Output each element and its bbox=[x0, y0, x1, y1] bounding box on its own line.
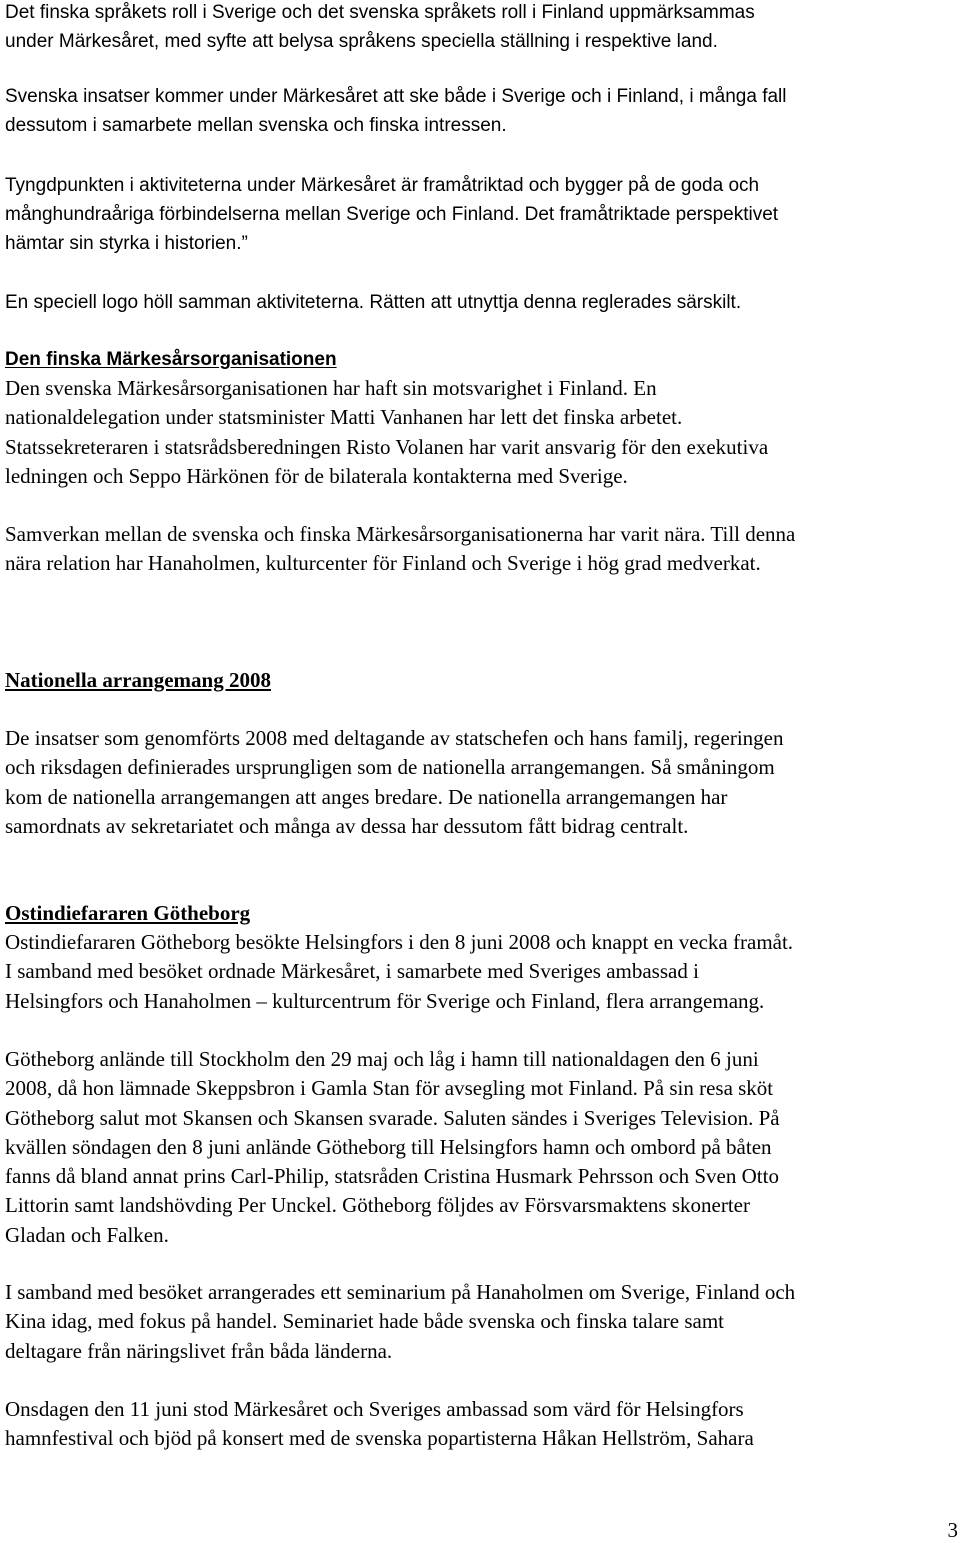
paragraph-onsdagen: Onsdagen den 11 juni stod Märkesåret och Sveriges ambassad som värd för Helsingfors hamnfestival och bjöd på konsert med de svenska popartisterna Håkan Hellström, Sahara bbox=[5, 1397, 754, 1451]
paragraph-logo: En speciell logo höll samman aktiviteterna. Rätten att utnyttja denna reglerades särskilt. bbox=[5, 292, 742, 313]
paragraph-gotheborg-anlande: Götheborg anlände till Stockholm den 29 maj och låg i hamn till nationaldagen den 6 juni 2008, då hon lämnade Skeppsbron i Gamla Stan för avsegling mot Finland. På sin resa sköt Götheborg salut mot Skansen och Skansen svarade. Saluten sändes i Sveriges Television. På kvällen söndagen den 8 juni anlände Götheborg till Helsingfors hamn och ombord på båten fanns då bland annat prins Carl-Philip, statsråden Cristina Husmark Pehrsson och Sven Otto Littorin samt landshövding Per Unckel. Götheborg följdes av Försvarsmaktens skonerter Gladan och Falken. bbox=[5, 1047, 780, 1247]
heading-finska-organisationen: Den finska Märkesårsorganisationen bbox=[5, 349, 337, 370]
heading-nationella-arrangemang: Nationella arrangemang 2008 bbox=[5, 668, 271, 692]
paragraph-seminarium: I samband med besöket arrangerades ett seminarium på Hanaholmen om Sverige, Finland och Kina idag, med fokus på handel. Seminariet hade både svenska och finska talare samt deltagare från näringslivet från båda länderna. bbox=[5, 1280, 796, 1363]
paragraph-finska-spraket: Det finska språkets roll i Sverige och det svenska språkets roll i Finland uppmärksammas under Märkesåret, med syfte att belysa språkens speciella ställning i respektive land. bbox=[5, 2, 755, 52]
heading-ostindiefararen: Ostindiefararen Götheborg bbox=[5, 901, 251, 925]
paragraph-svenska-insatser: Svenska insatser kommer under Märkesåret att ske både i Sverige och i Finland, i många fall dessutom i samarbete mellan svenska och finska intressen. bbox=[5, 86, 787, 136]
paragraph-samverkan: Samverkan mellan de svenska och finska Märkesårsorganisationerna har varit nära. Till denna nära relation har Hanaholmen, kulturcenter för Finland och Sverige i hög grad medverkat. bbox=[5, 522, 796, 576]
paragraph-finsk-organisation: Den svenska Märkesårsorganisationen har haft sin motsvarighet i Finland. En nationaldelegation under statsminister Matti Vanhanen har lett det finska arbetet. Statssekreteraren i statsrådsberedningen Risto Volanen har varit ansvarig för den exekutiva ledningen och Seppo Härkönen för de bilaterala kontakterna med Sverige. bbox=[5, 376, 769, 488]
paragraph-ostindiefararen: Ostindiefararen Götheborg besökte Helsingfors i den 8 juni 2008 och knappt en vecka framåt. I samband med besöket ordnade Märkesåret, i samarbete med Sveriges ambassad i Helsingfors och Hanaholmen – kulturcentrum för Sverige och Finland, flera arrangemang. bbox=[5, 930, 794, 1013]
paragraph-tyngdpunkten: Tyngdpunkten i aktiviteterna under Märkesåret är framåtriktad och bygger på de goda och månghundraåriga förbindelserna mellan Sverige och Finland. Det framåtriktade perspektivet hämtar sin styrka i historien.” bbox=[5, 175, 779, 254]
page-number: 3 bbox=[947, 1518, 958, 1542]
paragraph-nationella-arrangemang: De insatser som genomförts 2008 med deltagande av statschefen och hans familj, regeringen och riksdagen definierades ursprungligen som de nationella arrangemangen. Så småningom kom de nationella arrangemangen att anges bredare. De nationella arrangemangen har samordnats av sekretariatet och många av dessa har dessutom fått bidrag centralt. bbox=[5, 726, 784, 838]
